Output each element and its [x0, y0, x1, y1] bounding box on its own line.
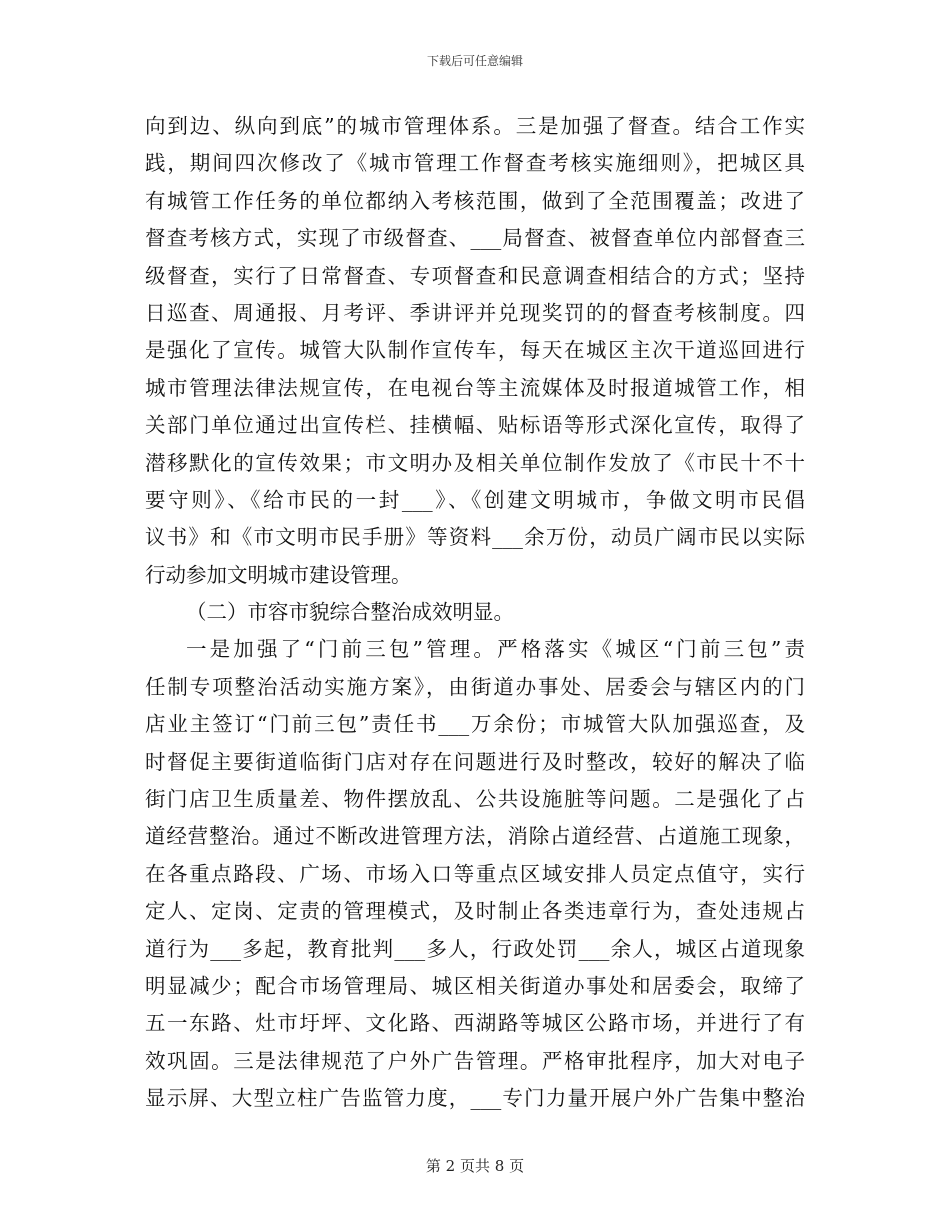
page-header: 下载后可任意编辑 [426, 54, 523, 68]
text-line: 行动参加文明城市建设管理。 [145, 562, 412, 587]
text-line: 在各重点路段、广场、市场入口等重点区域安排人员定点值守，实行 [145, 861, 805, 886]
text-line: 店业主签订“门前三包”责任书___万余份；市城管大队加强巡查，及 [145, 712, 805, 737]
section-heading: （二）市容市貌综合整治成效明显。 [186, 600, 514, 625]
text-line: 践，期间四次修改了《城市管理工作督查考核实施细则》，把城区具 [145, 151, 805, 176]
text-line: 关部门单位通过出宣传栏、挂横幅、贴标语等形式深化宣传，取得了 [145, 413, 805, 438]
text-line: 要守则》、《给市民的一封___》、《创建文明城市，争做文明市民倡 [145, 487, 805, 512]
text-line: 潜移默化的宣传效果；市文明办及相关单位制作发放了《市民十不十 [145, 450, 805, 475]
text-line: 有城管工作任务的单位都纳入考核范围，做到了全范围覆盖；改进了 [145, 188, 805, 213]
text-line: 时督促主要街道临街门店对存在问题进行及时整改，较好的解决了临 [145, 749, 805, 774]
text-line: 街门店卫生质量差、物件摆放乱、公共设施脏等问题。二是强化了占 [145, 787, 805, 812]
text-line: 道经营整治。通过不断改进管理方法，消除占道经营、占道施工现象， [145, 824, 805, 849]
document-body [145, 108, 805, 1118]
text-line: 定人、定岗、定责的管理模式，及时制止各类违章行为，查处违规占 [145, 899, 805, 924]
text-line: 议书》和《市文明市民手册》等资料___余万份，动员广阔市民以实际 [145, 525, 805, 550]
text-line: 是强化了宣传。城管大队制作宣传车，每天在城区主次干道巡回进行 [145, 338, 805, 363]
text-line: 任制专项整治活动实施方案》，由街道办事处、居委会与辖区内的门 [145, 674, 805, 699]
text-line: 显示屏、大型立柱广告监管力度，___专门力量开展户外广告集中整治 [145, 1086, 805, 1111]
text-line: 道行为___多起，教育批判___多人，行政处罚___余人，城区占道现象 [145, 936, 805, 961]
text-line: 级督查，实行了日常督查、专项督查和民意调查相结合的方式；坚持 [145, 263, 805, 288]
text-line: 五一东路、灶市圩坪、文化路、西湖路等城区公路市场，并进行了有 [145, 1011, 805, 1036]
text-line: 明显减少；配合市场管理局、城区相关街道办事处和居委会，取缔了 [145, 973, 805, 998]
text-line: 城市管理法律法规宣传，在电视台等主流媒体及时报道城管工作，相 [145, 375, 805, 400]
text-line: 向到边、纵向到底”的城市管理体系。三是加强了督查。结合工作实 [145, 114, 805, 138]
text-line: 效巩固。三是法律规范了户外广告管理。严格审批程序，加大对电子 [145, 1048, 805, 1073]
page-number: 第 2 页共 8 页 [425, 1157, 525, 1175]
text-line: 督查考核方式，实现了市级督查、___局督查、被督查单位内部督查三 [145, 226, 805, 251]
text-line: 一是加强了“门前三包”管理。严格落实《城区“门前三包”责 [186, 637, 805, 662]
text-line: 日巡查、周通报、月考评、季讲评并兑现奖罚的的督查考核制度。四 [145, 300, 805, 325]
